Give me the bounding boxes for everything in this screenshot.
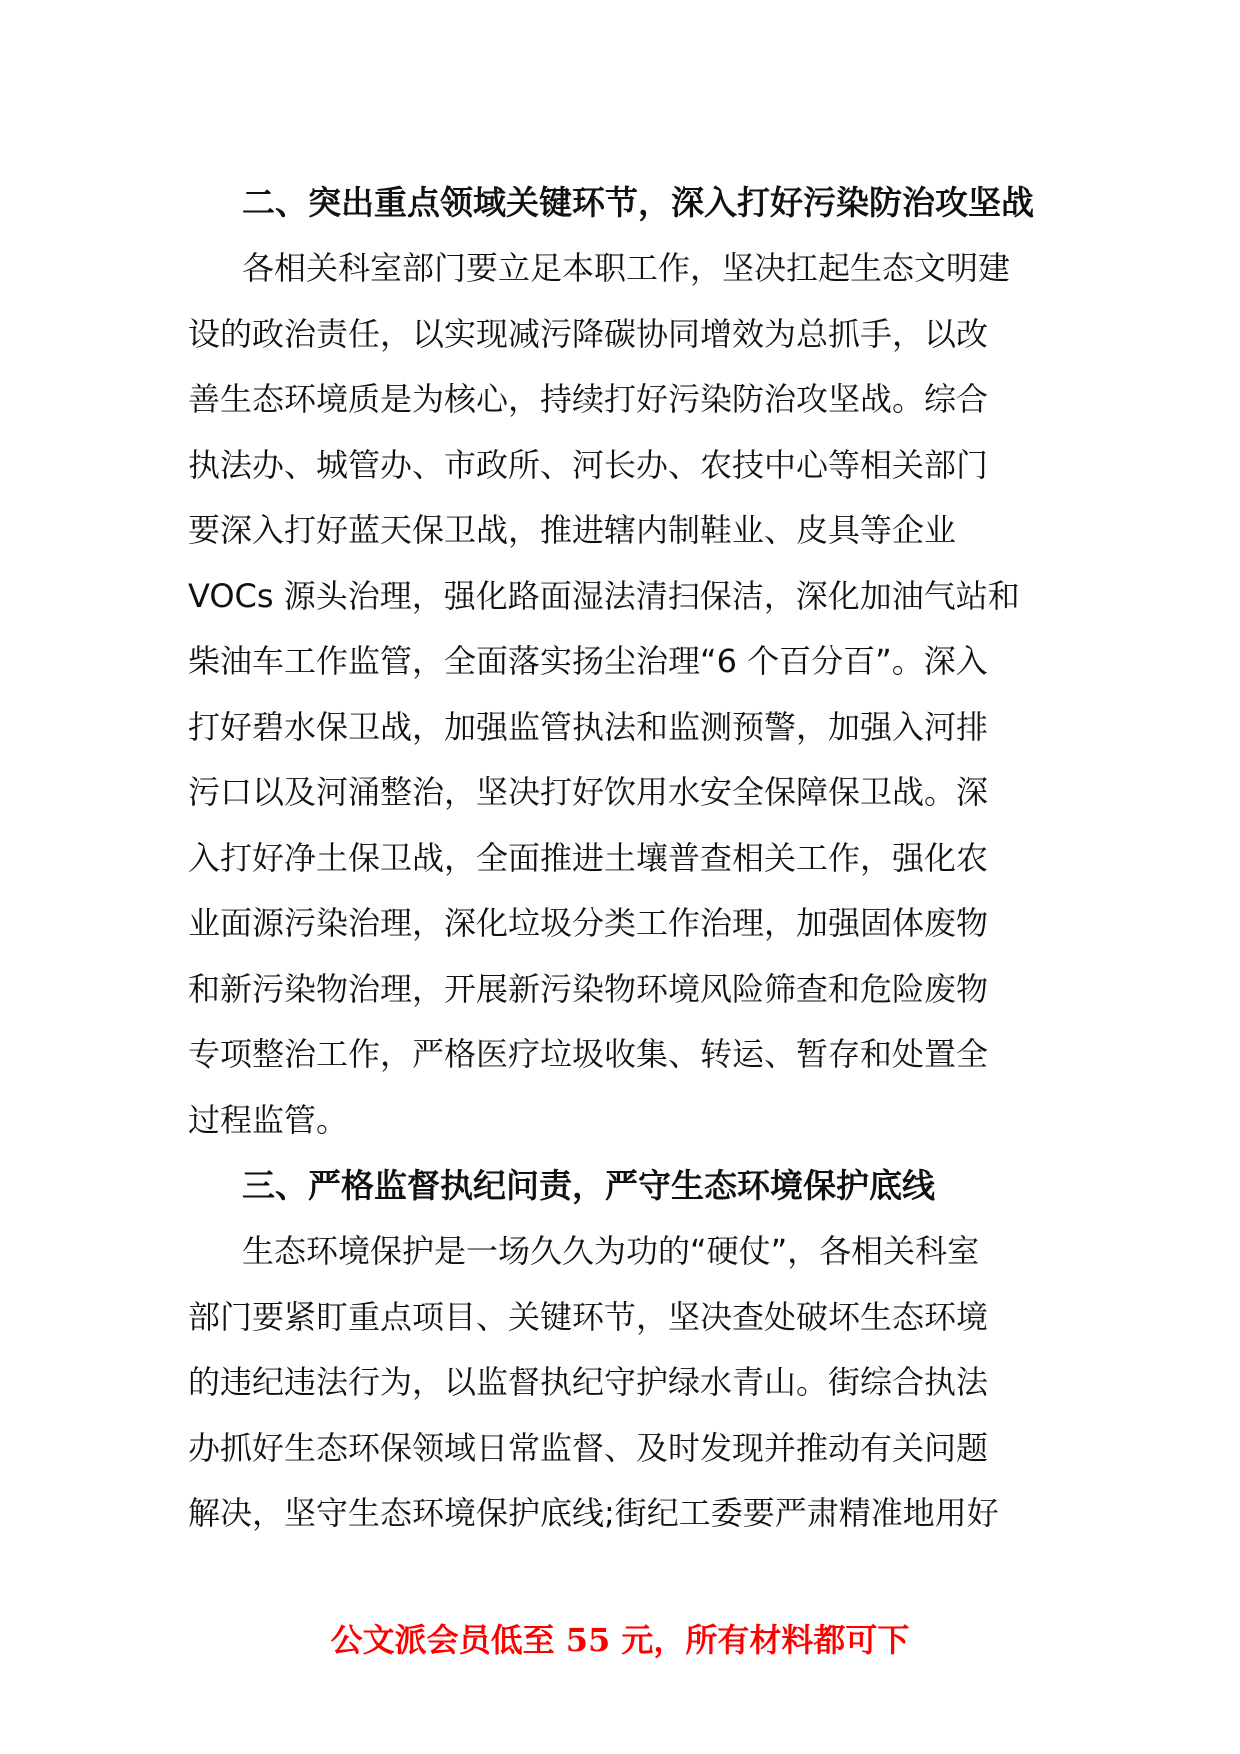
paragraph-line: 部门要紧盯重点项目、关键环节，坚决查处破坏生态环境	[188, 1297, 989, 1336]
section-heading-2: 二、突出重点领域关键环节，深入打好污染防治攻坚战	[242, 183, 1034, 222]
paragraph-line: 的违纪违法行为，以监督执纪守护绿水青山。街综合执法	[188, 1363, 989, 1401]
paragraph-line: 善生态环境质是为核心，持续打好污染防治攻坚战。综合	[188, 380, 989, 418]
promo-footer: 公文派会员低至 55 元，所有材料都可下	[330, 1621, 910, 1659]
paragraph-line: 设的政治责任，以实现减污降碳协同增效为总抓手，以改	[188, 314, 989, 353]
paragraph-line: 专项整治工作，严格医疗垃圾收集、转运、暂存和处置全	[188, 1035, 989, 1073]
paragraph-line: VOCs 源头治理，强化路面湿法清扫保洁，深化加油气站和	[188, 576, 1020, 615]
paragraph-line: 办抓好生态环保领域日常监督、及时发现并推动有关问题	[188, 1428, 989, 1467]
paragraph-line: 入打好净土保卫战，全面推进土壤普查相关工作，强化农	[188, 838, 989, 877]
paragraph-line: 业面源污染治理，深化垃圾分类工作治理，加强固体废物	[188, 904, 989, 942]
paragraph-line: 污口以及河涌整治，坚决打好饮用水安全保障保卫战。深	[188, 773, 989, 811]
paragraph-line: 执法办、城管办、市政所、河长办、农技中心等相关部门	[188, 445, 989, 484]
paragraph-line: 生态环境保护是一场久久为功的“硬仗”，各相关科室	[242, 1232, 980, 1270]
section-body-2	[188, 236, 1058, 1153]
section-heading-3: 三、严格监督执纪问责，严守生态环境保护底线	[242, 1166, 935, 1205]
paragraph-line: 和新污染物治理，开展新污染物环境风险筛查和危险废物	[188, 969, 989, 1008]
section-body-3	[188, 1219, 1058, 1547]
paragraph-line: 打好碧水保卫战，加强监管执法和监测预警，加强入河排	[188, 707, 989, 746]
document-body	[188, 170, 1058, 1547]
paragraph-line: 各相关科室部门要立足本职工作，坚决扛起生态文明建	[242, 249, 1011, 287]
paragraph-line: 过程监管。	[188, 1100, 349, 1139]
paragraph-line: 柴油车工作监管，全面落实扬尘治理“6 个百分百”。深入	[188, 642, 988, 680]
paragraph-line: 解决，坚守生态环境保护底线;街纪工委要严肃精准地用好	[188, 1494, 999, 1532]
paragraph-line: 要深入打好蓝天保卫战，推进辖内制鞋业、皮具等企业	[188, 511, 957, 549]
